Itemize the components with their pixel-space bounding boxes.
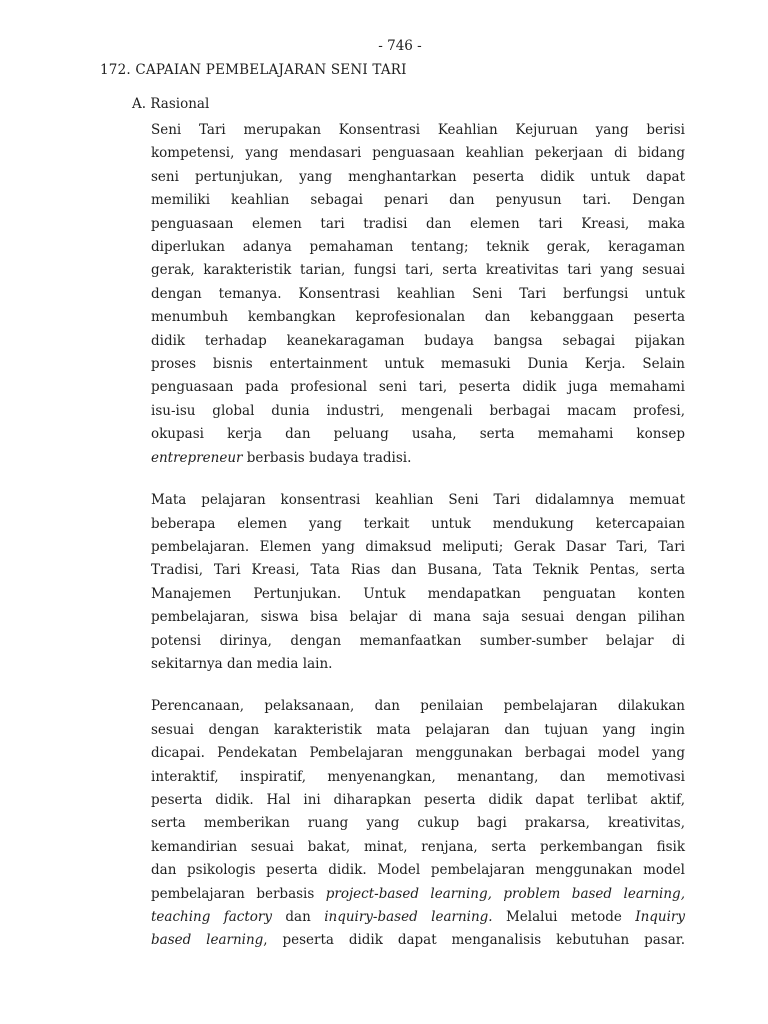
text-line: Mata pelajaran konsentrasi keahlian Seni Tari didalamnya memuat — [151, 492, 685, 509]
text-line: Tradisi, Tari Kreasi, Tata Rias dan Busana, Tata Teknik Pentas, serta — [151, 562, 685, 579]
text-line: pembelajaran, siswa bisa belajar di mana saja sesuai dengan pilihan — [151, 609, 685, 626]
text-line: seni pertunjukan, yang menghantarkan peserta didik untuk dapat — [151, 168, 685, 185]
italic-term: inquiry-based learning. — [324, 909, 493, 925]
italic-term: Inquiry — [635, 909, 686, 925]
text-line: serta memberikan ruang yang cukup bagi prakarsa, kreativitas, — [151, 815, 685, 832]
text-line: diperlukan adanya pemahaman tentang; teknik gerak, keragaman — [151, 239, 685, 256]
italic-term: project-based learning, problem based learning, — [325, 885, 685, 902]
text-line: interaktif, inspiratif, menyenangkan, menantang, dan memotivasi — [151, 768, 685, 785]
text-line: dicapai. Pendekatan Pembelajaran menggunakan berbagai model yang — [151, 745, 685, 762]
text-line: Perencanaan, pelaksanaan, dan penilaian pembelajaran dilakukan — [151, 698, 685, 715]
text-line: Seni Tari merupakan Konsentrasi Keahlian Kejuruan yang berisi — [151, 122, 685, 138]
italic-term: entrepreneur — [151, 449, 243, 466]
text-line: gerak, karakteristik tarian, fungsi tari, serta kreativitas tari yang sesuai — [151, 262, 685, 279]
text-span: pembelajaran berbasis — [151, 885, 326, 902]
paragraph-rasional-1 — [151, 119, 685, 470]
text-line: menumbuh kembangkan keprofesionalan dan kebanggaan peserta — [151, 309, 685, 326]
text-line: okupasi kerja dan peluang usaha, serta memahami konsep — [151, 426, 685, 443]
section-title: 172. CAPAIAN PEMBELAJARAN SENI TARI — [100, 62, 407, 78]
text-line — [151, 447, 685, 470]
text-span: berbasis budaya tradisi. — [242, 449, 412, 466]
text-line: sesuai dengan karakteristik mata pelajaran dan tujuan yang ingin — [151, 721, 685, 738]
text-span: , peserta didik dapat menganalisis kebutuhan pasar. — [263, 932, 685, 949]
body-text — [151, 119, 685, 972]
text-span: dan — [272, 909, 325, 925]
text-line: isu-isu global dunia industri, mengenali berbagai macam profesi, — [151, 402, 685, 419]
italic-term: teaching factory — [151, 909, 273, 925]
text-line: dengan temanya. Konsentrasi keahlian Seni Tari berfungsi untuk — [151, 285, 685, 302]
subsection-title: A. Rasional — [132, 96, 210, 112]
text-line: kompetensi, yang mendasari penguasaan keahlian pekerjaan di bidang — [151, 145, 685, 162]
text-line: didik terhadap keanekaragaman budaya bangsa sebagai pijakan — [151, 332, 685, 349]
text-line: penguasaan elemen tari tradisi dan elemen tari Kreasi, maka — [151, 215, 685, 232]
text-line — [151, 883, 685, 906]
text-line: potensi dirinya, dengan memanfaatkan sumber-sumber belajar di — [151, 632, 685, 649]
text-span: Melalui metode — [492, 909, 636, 925]
text-line: memiliki keahlian sebagai penari dan penyusun tari. Dengan — [151, 192, 685, 209]
text-line — [151, 906, 685, 929]
text-line: kemandirian sesuai bakat, minat, renjana, serta perkembangan fisik — [151, 838, 685, 855]
text-line: penguasaan pada profesional seni tari, peserta didik juga memahami — [151, 379, 685, 396]
text-line: Manajemen Pertunjukan. Untuk mendapatkan penguatan konten — [151, 585, 685, 602]
paragraph-rasional-3 — [151, 695, 685, 952]
paragraph-rasional-2 — [151, 489, 685, 676]
text-line: proses bisnis entertainment untuk memasuki Dunia Kerja. Selain — [151, 356, 685, 373]
italic-term: based learning — [151, 932, 264, 949]
text-line: beberapa elemen yang terkait untuk mendukung ketercapaian — [151, 515, 685, 532]
text-line: peserta didik. Hal ini diharapkan peserta didik dapat terlibat aktif, — [151, 791, 685, 808]
text-line: pembelajaran. Elemen yang dimaksud meliputi; Gerak Dasar Tari, Tari — [151, 538, 685, 555]
text-line — [151, 929, 685, 952]
text-line: dan psikologis peserta didik. Model pembelajaran menggunakan model — [151, 862, 685, 879]
page-number: - 746 - — [378, 38, 422, 54]
text-line: sekitarnya dan media lain. — [151, 655, 333, 672]
